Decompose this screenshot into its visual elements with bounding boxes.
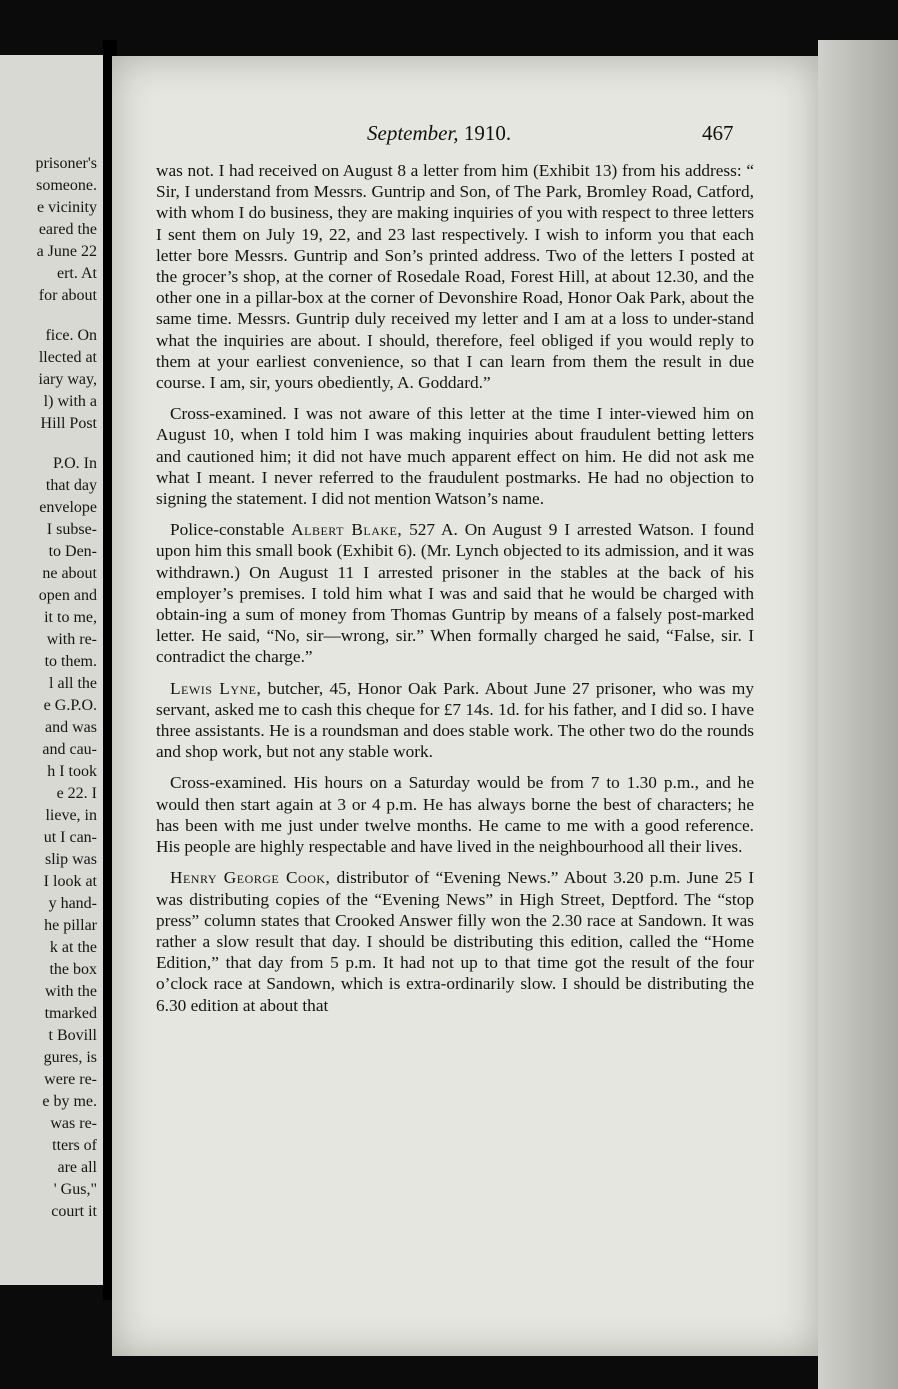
left-page-line: ' Gus,": [53, 1181, 97, 1198]
right-page: [112, 56, 818, 1356]
paragraph-cook: [156, 867, 754, 1015]
left-page-line: e vicinity: [37, 199, 97, 216]
left-page-line: y hand-: [48, 895, 97, 912]
left-page-line: P.O. In: [52, 455, 97, 472]
left-page-line: l) with a: [43, 393, 97, 410]
left-page-line: that day: [45, 477, 97, 494]
left-page-line: ert. At: [57, 265, 97, 282]
left-page-line: are all: [57, 1159, 97, 1176]
witness-name-cook: Henry George Cook,: [170, 868, 331, 888]
left-page-line: prisoner's: [35, 155, 97, 172]
left-page-line: fice. On: [45, 327, 97, 344]
left-page-line: and cau-: [42, 741, 97, 758]
left-page-line: with the: [45, 983, 97, 1000]
left-page-line: eared the: [38, 221, 97, 238]
left-page-line: Hill Post: [40, 415, 97, 432]
left-page-line: iary way,: [38, 371, 97, 388]
left-page-line: h I took: [47, 763, 97, 780]
left-page-line: open and: [38, 587, 97, 604]
left-page-line: envelope: [39, 499, 97, 516]
left-page-text: [35, 153, 97, 1223]
page-body: [156, 160, 754, 1026]
left-page-line: was re-: [50, 1115, 97, 1132]
paragraph-cross-examined-1: Cross-examined. I was not aware of this letter at the time I inter-viewed him on August 10, when I told him I was making inquiries about fraudulent betting letters and cautioned him; it did not have much apparent effect on him. He did not ask me what I meant. I never referred to the fraudulent postmarks. He had no objection to signing the statement. I did not mention Watson’s name.: [156, 404, 754, 509]
left-page-line: I subse-: [46, 521, 97, 538]
witness-testimony-cook: distributor of “Evening News.” About 3.20 p.m. June 25 I was distributing copies of the “Evening News” in High Street, Deptford. The “stop press” column states that Crooked Answer filly won the 2.30 race at Sandown. It was rather a slow result that day. I should be distributing this edition, called the “Home Edition,” that day from 5 p.m. It had not up to that time got the result of the four o’clock race at Sandown, which is extra-ordinarily slow. I should be distributing the 6.30 edition at about that: [156, 868, 754, 1015]
paragraph-letter: was not. I had received on August 8 a letter from him (Exhibit 13) from his address: “ Sir, I understand from Messrs. Guntrip and Son, of The Park, Bromley Road, Catford, with whom I do business, they are making inquiries of you with respect to three letters I sent them on July 19, 22, and 23 last respectively. I wish to inform you that each letter bore Messrs. Guntrip and Son’s printed address. Two of the letters I posted at the grocer’s shop, at the corner of Rosedale Road, Forest Hill, at about 12.30, and the other one in a pillar-box at the corner of Devonshire Road, Honor Oak Park, about the same time. Messrs. Guntrip duly received my letter and I am at a loss to under-stand what the inquiries are about. I should, therefore, feel obliged if you would reply to them at your earliest convenience, so that I can learn from them the result in due course. I am, sir, yours obediently, A. Goddard.”: [156, 161, 754, 393]
paragraph-cross-examined-2: Cross-examined. His hours on a Saturday would be from 7 to 1.30 p.m., and he would then start again at 3 or 4 p.m. He has always borne the best of characters; he has been with me just under twelve months. He came to me with a good reference. His people are highly respectable and have lived in the neighbourhood all their lives.: [156, 773, 754, 857]
page-number: 467: [702, 121, 734, 145]
left-page-line: llected at: [38, 349, 97, 366]
left-page-line: ut I can-: [43, 829, 97, 846]
left-page-line: tters of: [52, 1137, 97, 1154]
page-edge: [818, 40, 898, 1389]
left-page-line: and was: [45, 719, 97, 736]
left-page-line: with re-: [46, 631, 97, 648]
left-page-line: gures, is: [43, 1049, 97, 1066]
left-page-line: it to me,: [44, 609, 97, 626]
left-page-line: ne about: [42, 565, 97, 582]
witness-title: Police-constable: [170, 520, 285, 540]
left-page-line: l all the: [49, 675, 97, 692]
page-header: [112, 121, 818, 151]
paragraph-blake: [156, 519, 754, 667]
witness-testimony-lyne: butcher, 45, Honor Oak Park. About June 27 prisoner, who was my servant, asked me to cash this cheque for £7 14s. 1d. for his father, and I did so. I have three assistants. He is a roundsman and does stable work. The other two do the rounds and shop work, but not any stable work.: [156, 678, 754, 762]
left-page-line: e by me.: [42, 1093, 97, 1110]
left-page-line: a June 22: [36, 243, 97, 260]
left-page-line: tmarked: [44, 1005, 97, 1022]
left-page-line: k at the: [49, 939, 97, 956]
left-page-line: he pillar: [44, 917, 97, 934]
left-page-line: someone.: [36, 177, 97, 194]
left-page: [0, 55, 103, 1285]
left-page-line: slip was: [45, 851, 97, 868]
left-page-line: t Bovill: [48, 1027, 97, 1044]
left-page-line: lieve, in: [45, 807, 97, 824]
left-page-line: for about: [38, 287, 97, 304]
left-page-line: I look at: [43, 873, 97, 890]
witness-testimony-blake: 527 A. On August 9 I arrested Watson. I found upon him this small book (Exhibit 6). (Mr. Lynch objected to its admission, and it was withdrawn.) On August 11 I arrested prisoner in the stables at the back of his employer’s premises. I told him what I was and said that he would be charged with obtain-ing a sum of money from Thomas Guntrip by means of a falsely post-marked letter. He said, “No, sir—wrong, sir.” When formally charged he said, “False, sir. I contradict the charge.”: [156, 520, 754, 667]
left-page-line: to them.: [44, 653, 97, 670]
left-page-line: were re-: [44, 1071, 97, 1088]
left-page-line: to Den-: [48, 543, 97, 560]
left-page-line: e 22. I: [56, 785, 97, 802]
running-head-year: 1910.: [463, 121, 512, 145]
left-page-line: court it: [51, 1203, 97, 1220]
left-page-line: e G.P.O.: [43, 697, 97, 714]
left-page-line: the box: [49, 961, 97, 978]
witness-name-blake: Albert Blake,: [291, 520, 403, 540]
paragraph-lyne: [156, 678, 754, 763]
running-head: September, 1910.: [367, 121, 512, 145]
witness-name-lyne: Lewis Lyne,: [170, 678, 262, 698]
